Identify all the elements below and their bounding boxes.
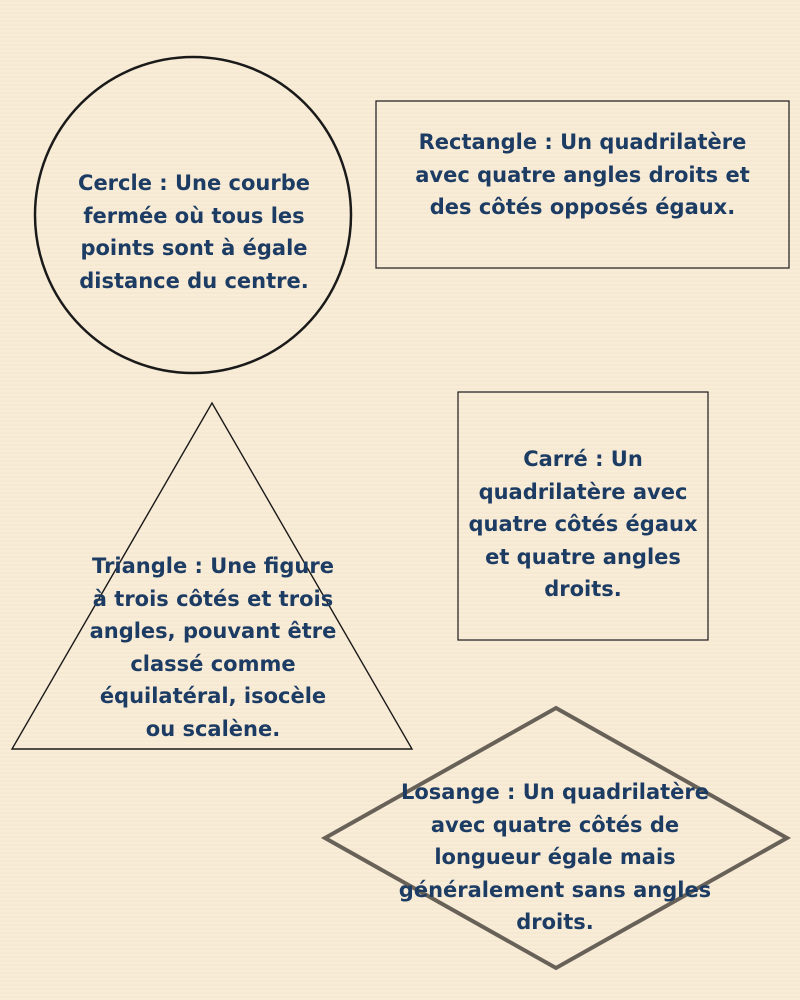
rectangle-label: Rectangle : Un quadrilatère avec quatre angles droits et des côtés opposés égaux. [415, 130, 750, 219]
circle-label: Cercle : Une courbe fermée où tous les points sont à égale distance du centre. [78, 171, 310, 293]
diamond-label: Losange : Un quadrilatère avec quatre côtés de longueur égale mais généralement sans angles droits. [398, 780, 712, 934]
triangle-label: Triangle : Une figure à trois côtés et trois angles, pouvant être classé comme équilatéral, isocèle ou scalène. [89, 554, 337, 741]
square-label: Carré : Un quadrilatère avec quatre côtés égaux et quatre angles droits. [468, 447, 698, 601]
